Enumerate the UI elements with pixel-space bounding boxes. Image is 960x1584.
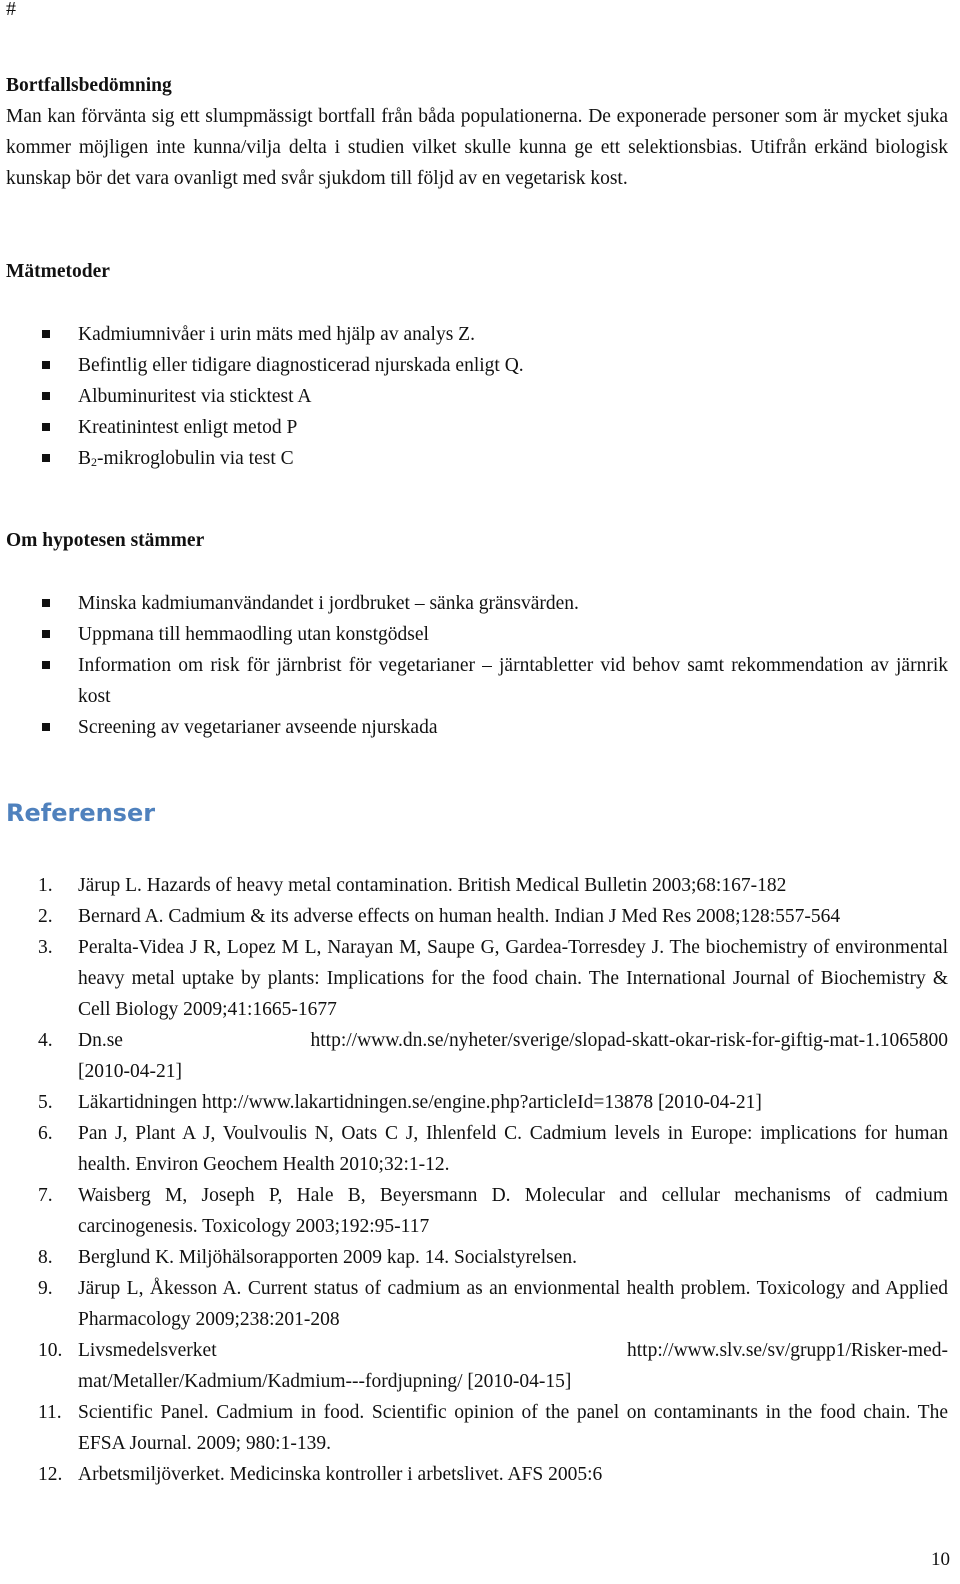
reference-link[interactable]: http://www.dn.se/nyheter/sverige/slopad-skatt-okar-risk-for-giftig-mat-1.1065800 (310, 1030, 948, 1051)
square-bullet-icon (42, 361, 50, 369)
list-item: Befintlig eller tidigare diagnosticerad njurskada enligt Q. (6, 350, 948, 381)
square-bullet-icon (42, 661, 50, 669)
square-bullet-icon (42, 599, 50, 607)
square-bullet-icon (42, 392, 50, 400)
hypothesis-list (6, 588, 948, 743)
dropout-paragraph: Man kan förvänta sig ett slumpmässigt bortfall från båda populationerna. De exponerade personer som är mycket sjuka kommer möjligen inte kunna/vilja delta i studien vilket skulle kunna ge ett selektionsbias. Utifrån erkänd biologisk kunskap bör det vara ovanligt med svår sjukdom till följd av en vegetarisk kost. (6, 106, 948, 189)
page-number: 10 (931, 1549, 950, 1570)
dropout-section (6, 70, 948, 194)
hypothesis-section (6, 525, 948, 556)
square-bullet-icon (42, 723, 50, 731)
page-marker: # (6, 0, 16, 20)
list-item: Information om risk för järnbrist för vegetarianer – järntabletter vid behov samt rekommendation av järnrik kost (6, 650, 948, 712)
reference-link[interactable]: http://www.slv.se/sv/grupp1/Risker-med- (627, 1340, 948, 1361)
square-bullet-icon (42, 330, 50, 338)
square-bullet-icon (42, 454, 50, 462)
references-list-wrap (6, 870, 948, 1490)
list-item: Minska kadmiumanvändandet i jordbruket – sänka gränsvärden. (6, 588, 948, 619)
list-item: Screening av vegetarianer avseende njurskada (6, 712, 948, 743)
document-page (6, 0, 954, 1584)
hypothesis-list-wrap (6, 588, 948, 743)
reference-item: 9. Järup L, Åkesson A. Current status of cadmium as an envionmental health problem. Toxicology and Applied Pharmacology 2009;238:201-208 (38, 1278, 948, 1330)
methods-list (6, 319, 948, 478)
references-list (6, 870, 948, 1490)
list-item: Kreatinintest enligt metod P (6, 412, 948, 443)
reference-item: 12. Arbetsmiljöverket. Medicinska kontroller i arbetslivet. AFS 2005:6 (38, 1464, 603, 1485)
references-heading: Referenser (6, 799, 156, 827)
reference-item: 1. Järup L. Hazards of heavy metal contamination. British Medical Bulletin 2003;68:167-182 (38, 875, 787, 896)
reference-item: 6. Pan J, Plant A J, Voulvoulis N, Oats C J, Ihlenfeld C. Cadmium levels in Europe: implications for human health. Environ Geochem Health 2010;32:1-12. (38, 1123, 948, 1175)
square-bullet-icon (42, 423, 50, 431)
reference-item: 5. Läkartidningen http://www.lakartidningen.se/engine.php?articleId=13878 [2010-04-21] (38, 1092, 762, 1113)
methods-section (6, 256, 948, 287)
list-item: Albuminuritest via sticktest A (6, 381, 948, 412)
methods-heading: Mätmetoder (6, 261, 110, 282)
square-bullet-icon (42, 630, 50, 638)
reference-item: 8. Berglund K. Miljöhälsorapporten 2009 kap. 14. Socialstyrelsen. (38, 1247, 577, 1268)
reference-item: 7. Waisberg M, Joseph P, Hale B, Beyersmann D. Molecular and cellular mechanisms of cadmium carcinogenesis. Toxicology 2003;192:95-117 (38, 1185, 948, 1237)
reference-item: 10. Livsmedelsverket http://www.slv.se/sv/grupp1/Risker-med- mat/Metaller/Kadmium/Kadmium---fordjupning/ [2010-04-15] (6, 1335, 948, 1397)
methods-list-wrap (6, 319, 948, 478)
reference-item: 11. Scientific Panel. Cadmium in food. Scientific opinion of the panel on contaminants in the food chain. The EFSA Journal. 2009; 980:1-139. (38, 1402, 948, 1454)
list-item: Uppmana till hemmaodling utan konstgödsel (6, 619, 948, 650)
list-item: $B_2$-mikroglobulin via test C (6, 443, 948, 478)
list-item: Kadmiumnivåer i urin mäts med hjälp av analys Z. (6, 319, 948, 350)
hypothesis-heading: Om hypotesen stämmer (6, 530, 205, 551)
reference-item: 2. Bernard A. Cadmium & its adverse effects on human health. Indian J Med Res 2008;128:557-564 (38, 906, 841, 927)
reference-item: 3. Peralta-Videa J R, Lopez M L, Narayan M, Saupe G, Gardea-Torresdey J. The biochemistry of environmental heavy metal uptake by plants: Implications for the food chain. The International Journal of Biochemistry & Cell Biology 2009;41:1665-1677 (38, 937, 948, 1020)
dropout-heading: Bortfallsbedömning (6, 75, 172, 96)
reference-item: 4. Dn.se http://www.dn.se/nyheter/sverige/slopad-skatt-okar-risk-for-giftig-mat-1.1065800 [2010-04-21] (6, 1025, 948, 1087)
